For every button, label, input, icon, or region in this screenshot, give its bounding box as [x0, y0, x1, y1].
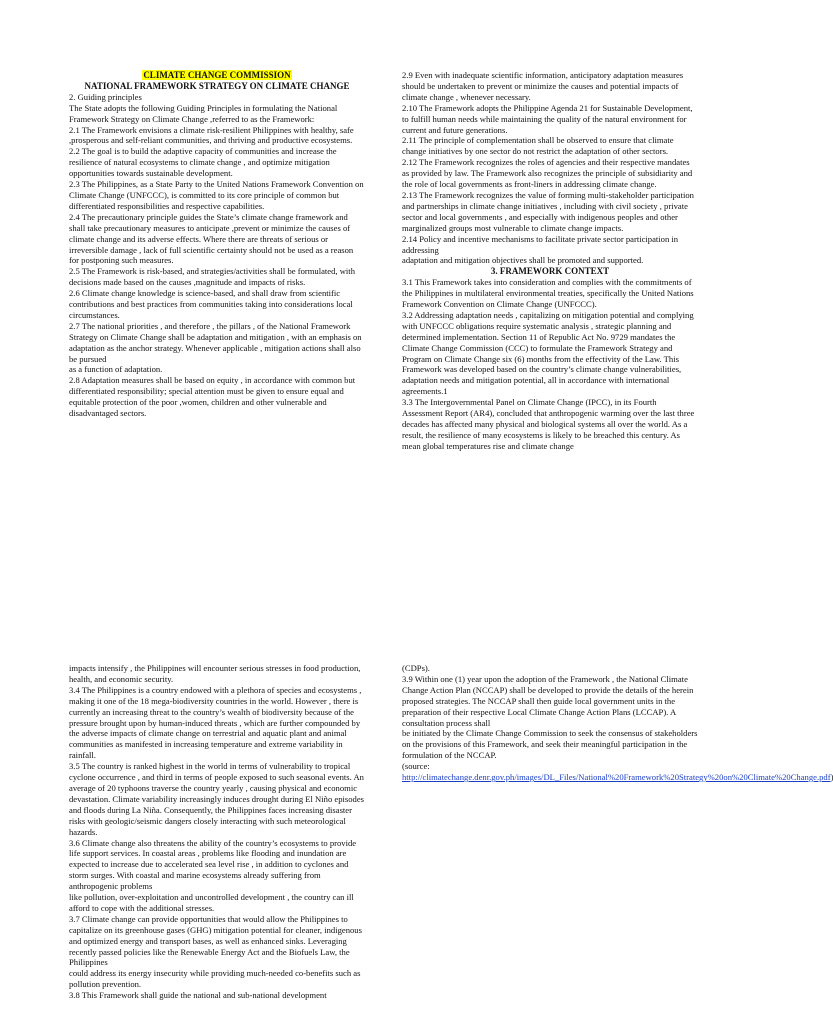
- paragraph: 3.9 Within one (1) year upon the adoption of the Framework , the National Climate Change Action Plan (NCCAP) shall be developed to provide the details of the herein proposed strategies. The NCCAP shall then guide local government units in the preparation of their respective Local Climate Change Action Plans (LCCAP). A consultation process shall: [402, 673, 694, 728]
- paragraph: The State adopts the following Guiding Principles in formulating the National Framework Strategy on Climate Change ,referred to as the Framework:: [69, 102, 338, 124]
- guiding-principles-block: [69, 92, 365, 419]
- paragraph: 2.5 The Framework is risk-based, and strategies/activities shall be formulated, with decisions made based on the causes ,magnitude and impacts of risks.: [69, 266, 355, 288]
- paragraph: (CDPs).: [402, 663, 430, 673]
- paragraph: 3.5 The country is ranked highest in the world in terms of vulnerability to tropical cyclone occurrence , and third in terms of people exposed to such seasonal events. An: [69, 761, 364, 783]
- paragraph: 2.1 The Framework envisions a climate risk-resilient Philippines with healthy, safe ,prosperous and self-reliant communities, and thriving and productive ecosystems.: [69, 124, 354, 146]
- framework-context-block: [402, 277, 698, 452]
- paragraph: 3.4 The Philippines is a country endowed with a plethora of species and ecosystems , making it one of the 18 mega-biodiversity countries in the world. However , there is currently an increasing threat to the country’s wealth of biodiversity because of the pressure brought upon by human-induced threats , which are further compounded by the adverse impacts of climate change on terrestrial and aquatic plant and animal communities as manifested in increasing temperature and extreme variability in rainfall.: [69, 684, 362, 761]
- paragraph: impacts intensify , the Philippines will encounter serious stresses in food production, health, and economic security.: [69, 663, 361, 684]
- paragraph: 2.12 The Framework recognizes the roles of agencies and their respective mandates as provided by law. The Framework also recognizes the principle of subsidiarity and the role of local governments as front-liners in addressing climate change.: [402, 157, 693, 190]
- paragraph: 3.6 Climate change also threatens the ability of the country’s ecosystems to provide life support services. In coastal areas , problems like flooding and inundation are expected to increase due to accelerated sea level rise , in addition to cyclones and storm surges. With coastal and marine ecosystems already suffering from anthropogenic problems: [69, 837, 357, 892]
- guiding-principles-continued: [402, 70, 698, 266]
- paragraph: like pollution, over-exploitation and uncontrolled development , the country can ill afford to cope with the additional stresses.: [69, 892, 354, 913]
- paragraph: be initiated by the Climate Change Commission to seek the consensus of stakeholders on the provisions of this Framework, and seek their meaningful participation in the formulation of the NCCAP.: [402, 728, 698, 761]
- framework-context-heading: 3. FRAMEWORK CONTEXT: [490, 266, 610, 277]
- framework-context-continued: [69, 663, 365, 1001]
- paragraph: 2.11 The principle of complementation shall be observed to ensure that climate change initiatives by one sector do not restrict the adaptation of other sectors.: [402, 135, 674, 157]
- paragraph: 2.4 The precautionary principle guides the State’s climate change framework and shall take precautionary measures to anticipate ,prevent or minimize the causes of climate change and its adverse effects. Where there are threats of serious or irreversible damage , lack of full scientific certainty should not be used as a reason for postponing such measures.: [69, 211, 354, 266]
- nccap-block: [402, 663, 698, 761]
- source-link[interactable]: http://climatechange.denr.gov.ph/images/DL_Files/National%20Framework%20Strategy%20on%20Climate%20Change.pdf: [402, 772, 831, 783]
- source-prefix: (source:: [402, 761, 430, 772]
- source-citation: [402, 761, 831, 783]
- paragraph: 2.2 The goal is to build the adaptive capacity of communities and increase the resilience of natural ecosystems to climate change , and optimize mitigation opportunities towards sustainable development.: [69, 146, 337, 179]
- paragraph: could address its energy insecurity while providing much-needed co-benefits such as pollution prevention.: [69, 968, 361, 990]
- page2-right-column: [402, 663, 831, 783]
- paragraph: 3.2 Addressing adaptation needs , capitalizing on mitigation potential and complying with UNFCCC obligations require systematic analysis , strategic planning and determined implementation. Section 11 of Republic Act No. 9729 mandates the Climate Change Commission (CCC) to formulate the Framework Strategy and Program on Climate Change six (6) months from the effectivity of the Law. This Framework was developed based on the country’s climate change vulnerabilities, adaptation needs and mitigation potential, all in accordance with international agreements.1: [402, 309, 694, 397]
- paragraph: 2.13 The Framework recognizes the value of forming multi-stakeholder participation and partnerships in climate change initiatives , including with civil society , private sector and local governments , and especially with indigenous peoples and other marginalized groups most vulnerable to climate change impacts.: [402, 189, 694, 233]
- page1-right-column: [402, 70, 698, 452]
- paragraph: 2. Guiding principles: [69, 91, 142, 102]
- paragraph: 3.1 This Framework takes into consideration and complies with the commitments of the Philippines in multilateral environmental treaties, specifically the United Nations Framework Convention on Climate Change (UNFCCC).: [402, 277, 694, 310]
- page1-left-column: [69, 70, 365, 419]
- paragraph: 3.7 Climate change can provide opportunities that would allow the Philippines to capitalize on its greenhouse gases (GHG) mitigation potential for cleaner, indigenous and optimized energy and transport bases, as well as enhanced sinks. Leveraging recently passed policies like the Renewable Energy Act and the Biofuels Law, the Philippines: [69, 913, 362, 968]
- page2-left-column: [69, 663, 365, 1001]
- paragraph: 3.3 The Intergovernmental Panel on Climate Change (IPCC), in its Fourth Assessment Report (AR4), concluded that anthropogenic warming over the last three decades has affected many physical and biological systems all over the world. As a result, the resilience of many ecosystems is likely to be breached this century. As mean global temperatures rise and climate change: [402, 397, 695, 451]
- paragraph: 2.7 The national priorities , and therefore , the pillars , of the National Framework Strategy on Climate Change shall be adaptation and mitigation , with an emphasis on adaptation as the anchor strategy. Whenever applicable , mitigation actions shall also be pursued: [69, 320, 362, 364]
- paragraph: average of 20 typhoons traverse the country yearly , causing physical and economic devastation. Climate variability increasingly induces drought during El Niño episodes and floods during La Niña. Consequently, the Philippines faces increasing disaster risks with geologic/seismic dangers closely interacting with such meteorological hazards.: [69, 782, 364, 837]
- paragraph: 2.3 The Philippines, as a State Party to the United Nations Framework Convention on Climate Change (UNFCCC), is committed to its core principle of common but differentiated responsibilities and respective capabilities.: [69, 179, 364, 211]
- paragraph: 2.9 Even with inadequate scientific information, anticipatory adaptation measures should be undertaken to prevent or minimize the causes and potential impacts of climate change , whenever necessary.: [402, 70, 684, 102]
- paragraph: 2.6 Climate change knowledge is science-based, and shall draw from scientific contributions and best practices from communities taking into considerations local circumstances.: [69, 288, 353, 320]
- paragraph: 2.8 Adaptation measures shall be based on equity , in accordance with common but differentiated responsibility; special attention must be given to ensure equal and equitable protection of the poor ,women, children and other vulnerable and disadvantaged sectors.: [69, 375, 356, 419]
- paragraph: 3.8 This Framework shall guide the national and sub-national development: [69, 990, 327, 1001]
- paragraph: adaptation and mitigation objectives shall be promoted and supported.: [402, 255, 644, 266]
- paragraph: as a function of adaptation.: [69, 364, 163, 375]
- paragraph: 2.14 Policy and incentive mechanisms to facilitate private sector participation in addressing: [402, 233, 679, 255]
- document-title: NATIONAL FRAMEWORK STRATEGY ON CLIMATE CHANGE: [84, 80, 350, 91]
- commission-title: CLIMATE CHANGE COMMISSION: [143, 70, 291, 80]
- paragraph: 2.10 The Framework adopts the Philippine Agenda 21 for Sustainable Development, to fulfill human needs while maintaining the quality of the natural environment for current and future generations.: [402, 102, 693, 135]
